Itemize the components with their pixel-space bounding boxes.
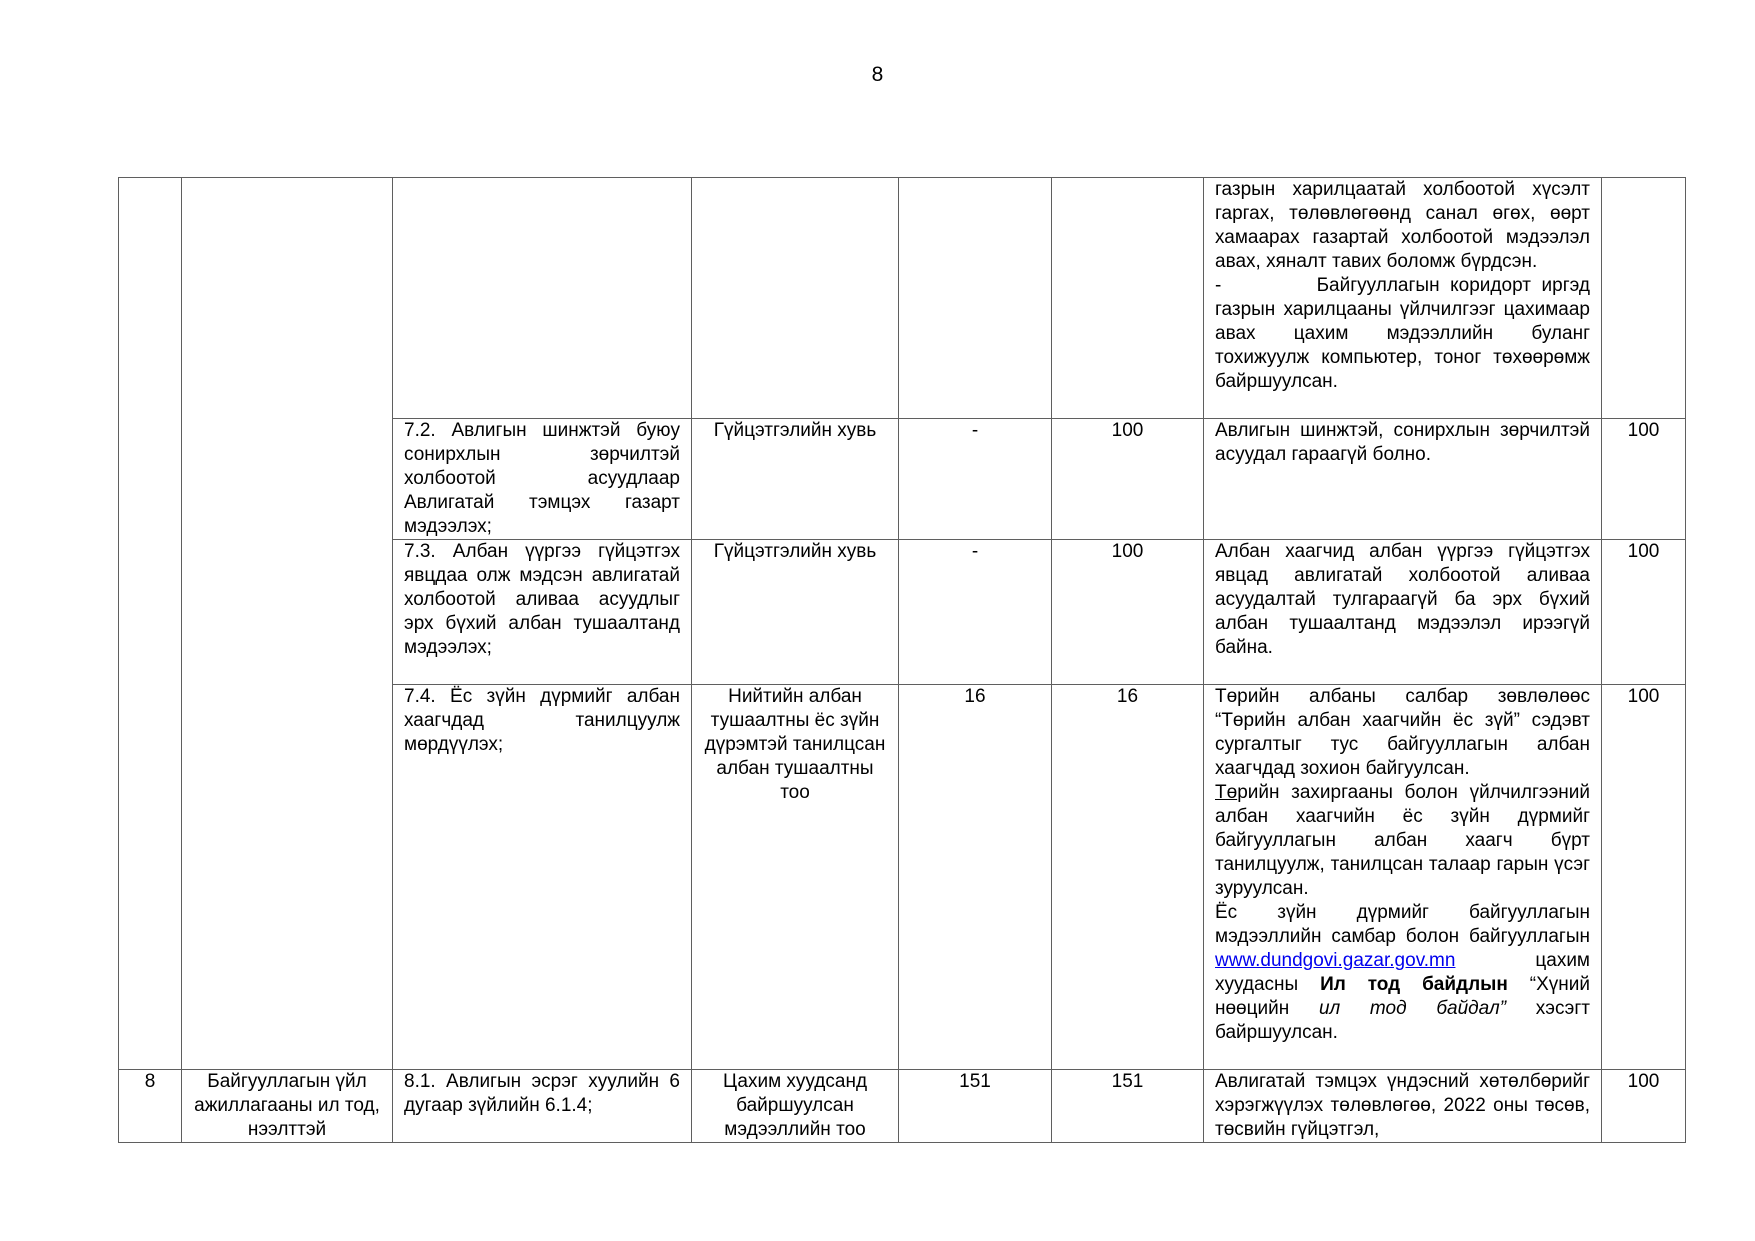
indicator-cell: Гүйцэтгэлийн хувь xyxy=(692,419,899,540)
baseline-cell xyxy=(899,178,1052,419)
result-cell: Авлигатай тэмцэх үндэсний хөтөлбөрийг хэрэгжүүлэх төлөвлөгөө, 2022 оны төсөв, төсвийн гүйцэтгэл, xyxy=(1204,1070,1602,1143)
target-cell: 100 xyxy=(1052,419,1204,540)
table-row xyxy=(119,178,1686,419)
baseline-cell: - xyxy=(899,540,1052,685)
bold-text: Ил тод байдлын xyxy=(1320,974,1508,995)
percent-cell: 100 xyxy=(1602,685,1686,1070)
result-text: Ёс зүйн дүрмийг байгууллагын мэдээллийн самбар болон байгууллагын xyxy=(1215,902,1590,947)
percent-cell: 100 xyxy=(1602,419,1686,540)
result-text: рийн захиргааны болон үйлчилгээний албан хаагчийн ёс зүйн дүрмийг байгууллагын албан хаагч бүрт танилцуулж, танилцсан талаар гарын үсэг зуруулсан. xyxy=(1215,782,1590,899)
target-cell: 151 xyxy=(1052,1070,1204,1143)
result-cell: Авлигын шинжтэй, сонирхлын зөрчилтэй асуудал гараагүй болно. xyxy=(1204,419,1602,540)
result-text: газрын харилцаатай холбоотой хүсэлт гаргах, төлөвлөгөөнд санал өгөх, өөрт хамаарах газартай холбоотой мэдээлэл авах, хяналт тавих боломж бүрдсэн. xyxy=(1215,179,1590,272)
result-paragraph xyxy=(1215,901,1590,1045)
underlined-text: Тө xyxy=(1215,782,1238,803)
result-text: цахим хуудасны xyxy=(1215,950,1590,995)
activity-cell: 7.2. Авлигын шинжтэй буюу сонирхлын зөрчилтэй холбоотой асуудлаар Авлигатай тэмцэх газарт мэдээлэх; xyxy=(393,419,692,540)
italic-text: ил тод байдал” xyxy=(1318,998,1507,1019)
indicator-cell: Гүйцэтгэлийн хувь xyxy=(692,540,899,685)
percent-cell: 100 xyxy=(1602,540,1686,685)
activity-cell: 7.3. Албан үүргээ гүйцэтгэх явцдаа олж мэдсэн авлигатай холбоотой аливаа асуудлыг эрх бүхий албан тушаалтанд мэдээлэх; xyxy=(393,540,692,685)
table-row xyxy=(119,1070,1686,1143)
target-cell xyxy=(1052,178,1204,419)
result-text: “Хүний нөөцийн xyxy=(1215,974,1591,1019)
activity-cell: 7.4. Ёс зүйн дүрмийг албан хаагчдад танилцуулж мөрдүүлэх; xyxy=(393,685,692,1070)
percent-cell xyxy=(1602,178,1686,419)
result-text: хэсэгт байршуулсан. xyxy=(1215,998,1590,1043)
indicator-cell xyxy=(692,178,899,419)
result-cell xyxy=(1204,685,1602,1070)
target-cell: 16 xyxy=(1052,685,1204,1070)
result-paragraph: Төрийн албаны салбар зөвлөлөөс “Төрийн албан хаагчийн ёс зүй” сэдэвт сургалтыг тус байгууллагын албан хаагчдад зохион байгуулсан. xyxy=(1215,686,1590,779)
number-cell xyxy=(119,178,182,1070)
activity-cell xyxy=(393,178,692,419)
goal-cell xyxy=(182,178,393,1070)
baseline-cell: 16 xyxy=(899,685,1052,1070)
number-cell: 8 xyxy=(119,1070,182,1143)
indicator-cell: Цахим хуудсанд байршуулсан мэдээллийн тоо xyxy=(692,1070,899,1143)
result-text: - Байгууллагын коридорт иргэд газрын харилцааны үйлчилгээг цахимаар авах цахим мэдээллийн буланг тохижуулж компьютер, тоног төхөөрөмж байршуулсан. xyxy=(1215,275,1590,392)
plan-table xyxy=(118,177,1686,1143)
website-link[interactable]: www.dundgovi.gazar.gov.mn xyxy=(1215,950,1456,971)
percent-cell: 100 xyxy=(1602,1070,1686,1143)
page-number: 8 xyxy=(871,63,884,86)
target-cell: 100 xyxy=(1052,540,1204,685)
result-cell: Албан хаагчид албан үүргээ гүйцэтгэх явцад авлигатай холбоотой аливаа асуудалтай тулгараагүй ба эрх бүхий албан тушаалтанд мэдээлэл ирээгүй байна. xyxy=(1204,540,1602,685)
activity-cell: 8.1. Авлигын эсрэг хуулийн 6 дугаар зүйлийн 6.1.4; xyxy=(393,1070,692,1143)
baseline-cell: - xyxy=(899,419,1052,540)
result-paragraph xyxy=(1215,781,1590,901)
result-cell xyxy=(1204,178,1602,419)
goal-cell: Байгууллагын үйл ажиллагааны ил тод, нээлттэй xyxy=(182,1070,393,1143)
indicator-cell: Нийтийн албан тушаалтны ёс зүйн дүрэмтэй танилцсан албан тушаалтны тоо xyxy=(692,685,899,1070)
baseline-cell: 151 xyxy=(899,1070,1052,1143)
